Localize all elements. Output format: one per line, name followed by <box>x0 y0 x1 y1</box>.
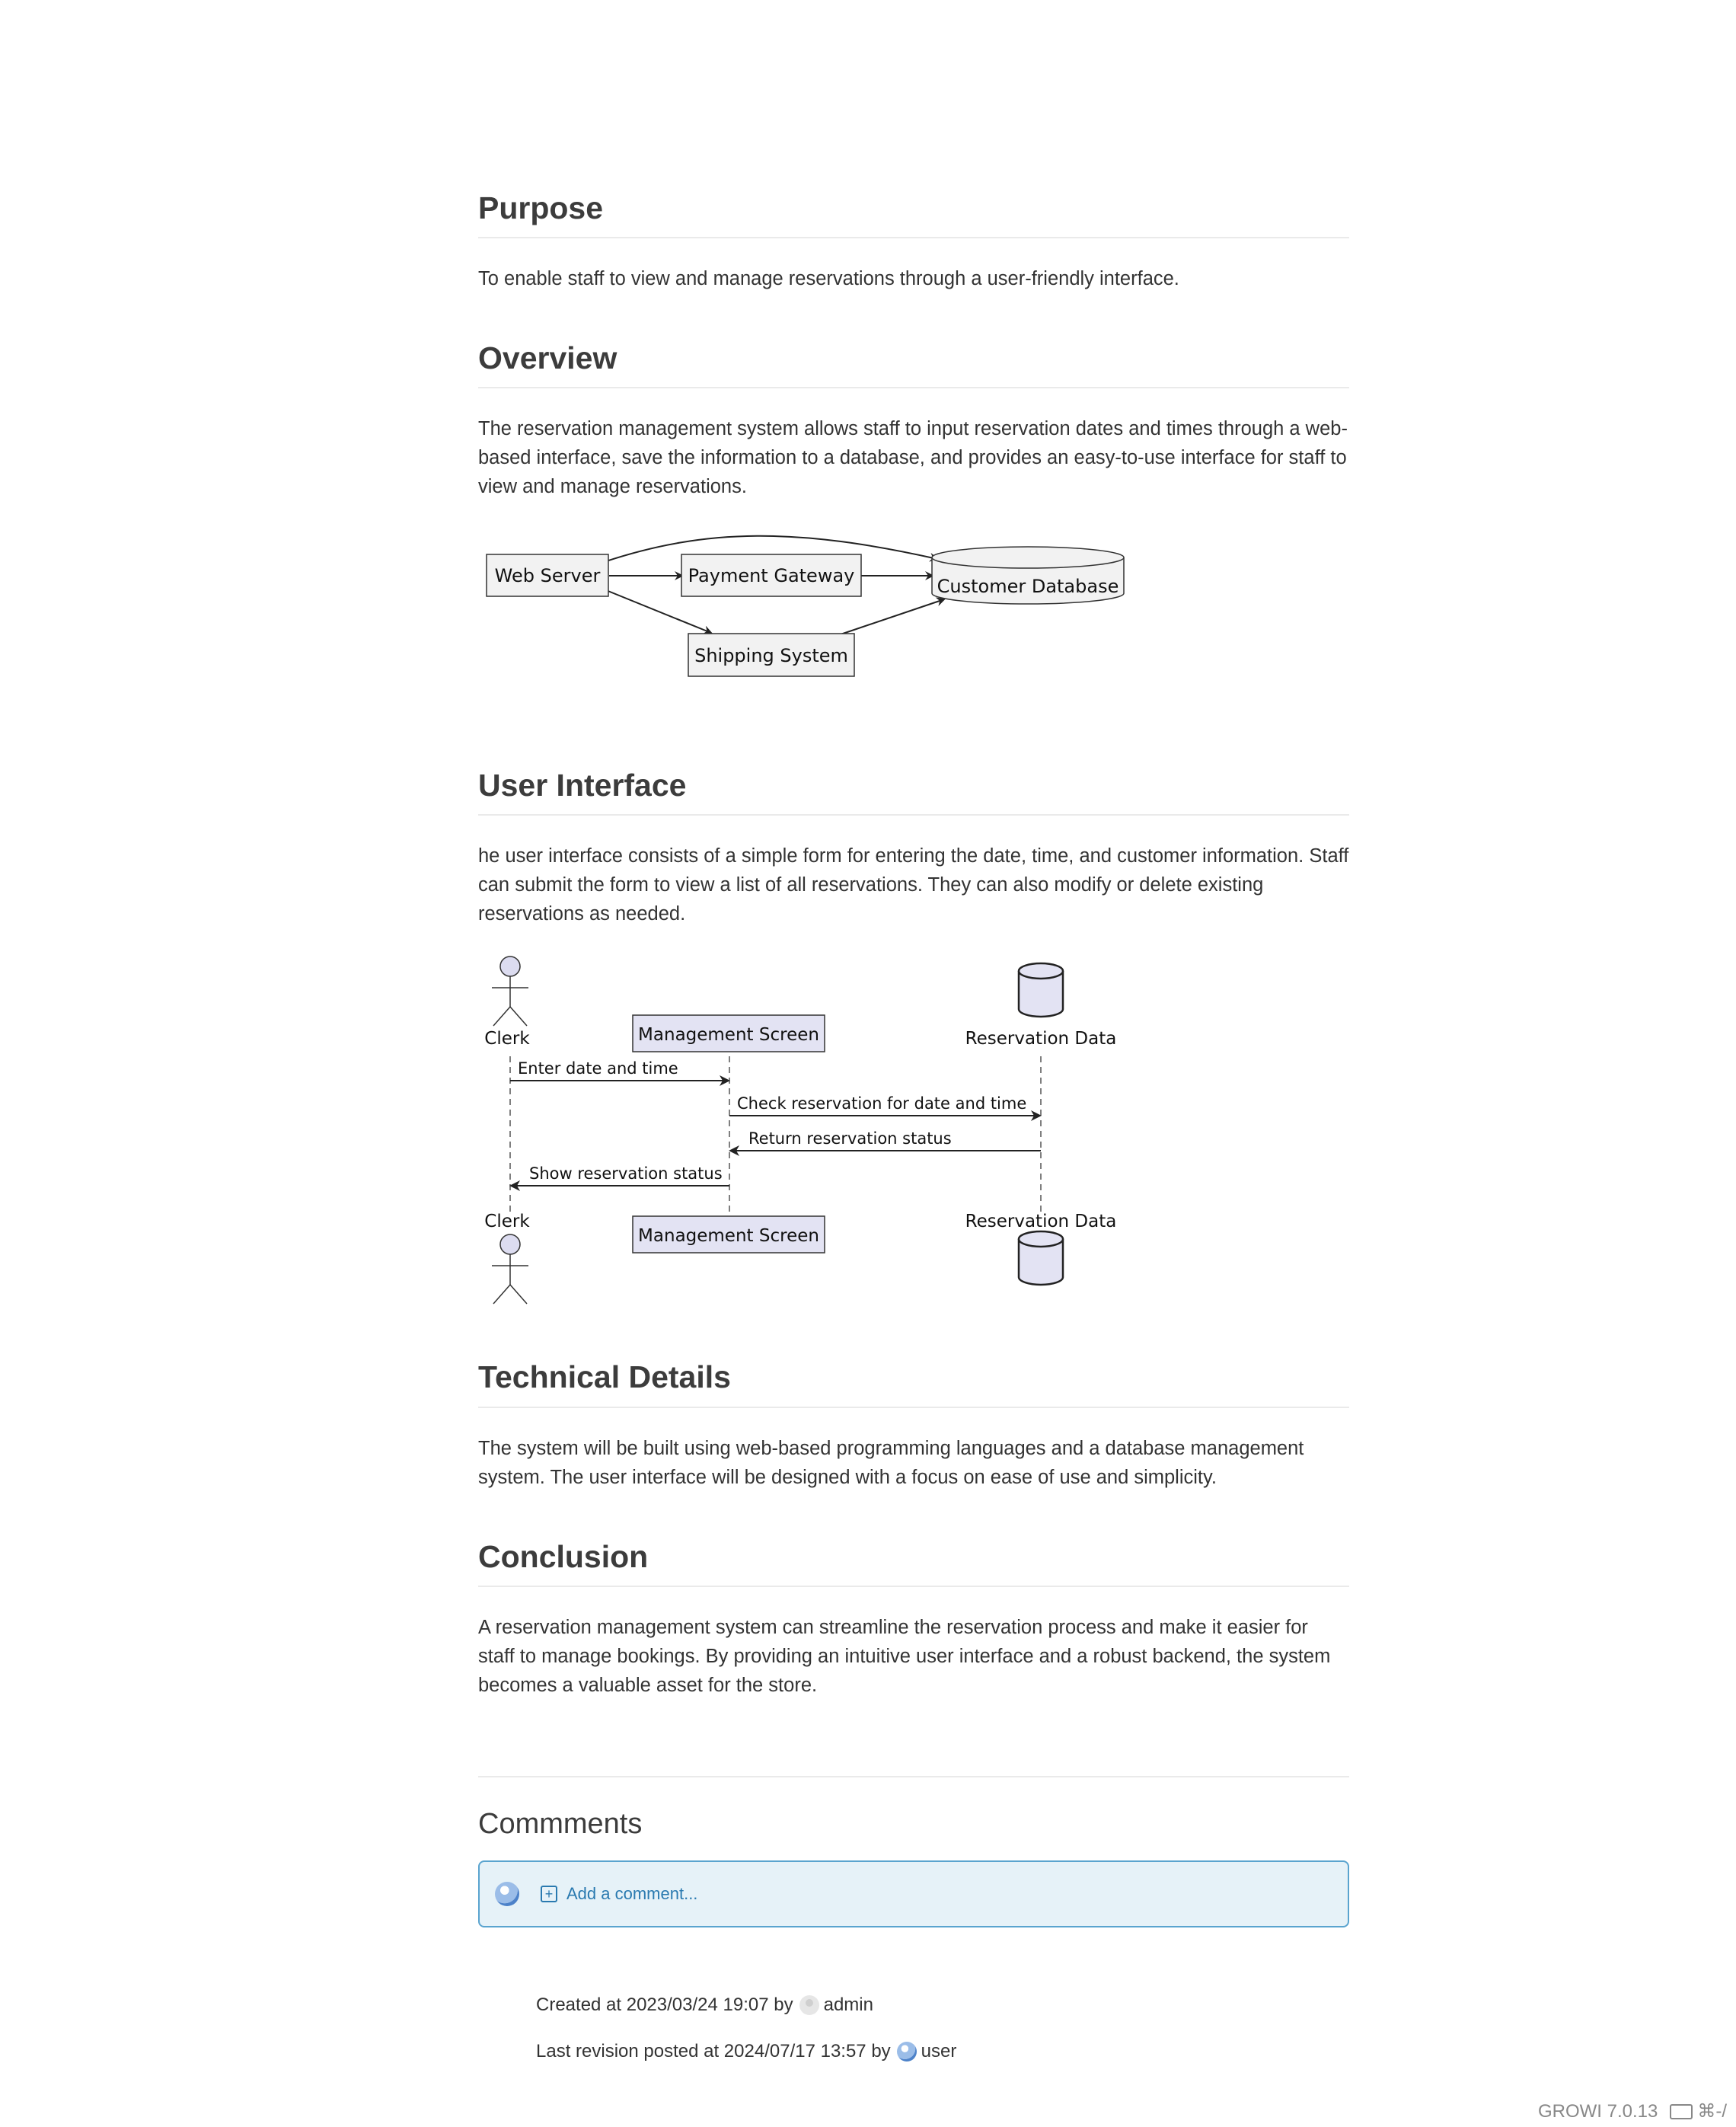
customer-database-label: Customer Database <box>937 576 1119 598</box>
clerk-actor-bottom <box>492 1234 528 1304</box>
edge-shipping-database <box>841 599 944 634</box>
message-label-3: Return reservation status <box>748 1129 952 1148</box>
user-avatar <box>897 2042 917 2062</box>
page-content <box>478 190 1349 2083</box>
created-line <box>536 1990 1349 2020</box>
created-user-link[interactable]: admin <box>823 1994 873 2015</box>
shipping-system-label: Shipping System <box>694 645 848 667</box>
version-label: GROWI 7.0.13 <box>1537 2100 1658 2122</box>
technical-details-heading: Technical Details <box>478 1359 1349 1407</box>
conclusion-heading: Conclusion <box>478 1539 1349 1587</box>
keyboard-icon[interactable] <box>1670 2104 1693 2119</box>
message-label-2: Check reservation for date and time <box>737 1094 1027 1113</box>
clerk-actor-top <box>492 957 528 1026</box>
page-meta <box>536 1990 1349 2067</box>
data-label-bottom: Reservation Data <box>965 1212 1117 1232</box>
purpose-text: To enable staff to view and manage reservations through a user-friendly interface. <box>478 268 1179 290</box>
comments-heading: Commments <box>478 1807 643 1840</box>
comments-divider <box>478 1776 1349 1777</box>
data-label-top: Reservation Data <box>965 1029 1117 1049</box>
component-diagram <box>478 524 1349 714</box>
customer-database-top <box>932 547 1124 568</box>
overview-heading: Overview <box>478 340 1349 388</box>
conclusion-text: A reservation management system can streamline the reservation process and make it easier for staff to manage bookings. By providing an intuitive user interface and a robust backend, the system becomes a valuable asset for the store. <box>478 1616 1331 1696</box>
revision-line <box>536 2036 1349 2067</box>
footer <box>1538 2100 1727 2122</box>
user-interface-text: he user interface consists of a simple form for entering the date, time, and customer information. Staff can submit the form to view a list of all reservations. They can also modify or delete existing reservations as needed. <box>478 845 1349 925</box>
overview-text: The reservation management system allows staff to input reservation dates and times through a web-based interface, save the information to a database, and provides an easy-to-use interface for staff to view and manage reservations. <box>478 418 1348 498</box>
web-server-label: Web Server <box>494 565 601 587</box>
screen-label-top: Management Screen <box>638 1025 819 1046</box>
payment-gateway-label: Payment Gateway <box>688 565 855 587</box>
created-text: Created at 2023/03/24 19:07 by <box>536 1994 793 2015</box>
message-label-1: Enter date and time <box>518 1059 678 1078</box>
shortcut-label[interactable]: ⌘-/ <box>1697 2101 1727 2122</box>
message-label-4: Show reservation status <box>529 1164 723 1183</box>
add-comment-button[interactable] <box>541 1884 697 1904</box>
data-cylinder-top <box>1019 963 1063 1017</box>
sequence-diagram <box>478 950 1349 1315</box>
comment-box[interactable] <box>478 1860 1349 1927</box>
clerk-label-top: Clerk <box>484 1029 530 1049</box>
revision-user-link[interactable]: user <box>921 2040 957 2062</box>
data-cylinder-bottom <box>1019 1231 1063 1285</box>
add-comment-label: Add a comment... <box>566 1883 698 1903</box>
revision-text: Last revision posted at 2024/07/17 13:57 by <box>536 2040 891 2062</box>
current-user-avatar <box>495 1882 519 1906</box>
purpose-heading: Purpose <box>478 190 1349 238</box>
technical-details-text: The system will be built using web-based programming languages and a database management system. The user interface will be designed with a focus on ease of use and simplicity. <box>478 1437 1304 1488</box>
user-interface-heading: User Interface <box>478 768 1349 816</box>
add-comment-icon: + <box>541 1886 557 1902</box>
screen-label-bottom: Management Screen <box>638 1226 819 1247</box>
admin-avatar <box>799 1995 819 2015</box>
clerk-label-bottom: Clerk <box>484 1212 530 1232</box>
